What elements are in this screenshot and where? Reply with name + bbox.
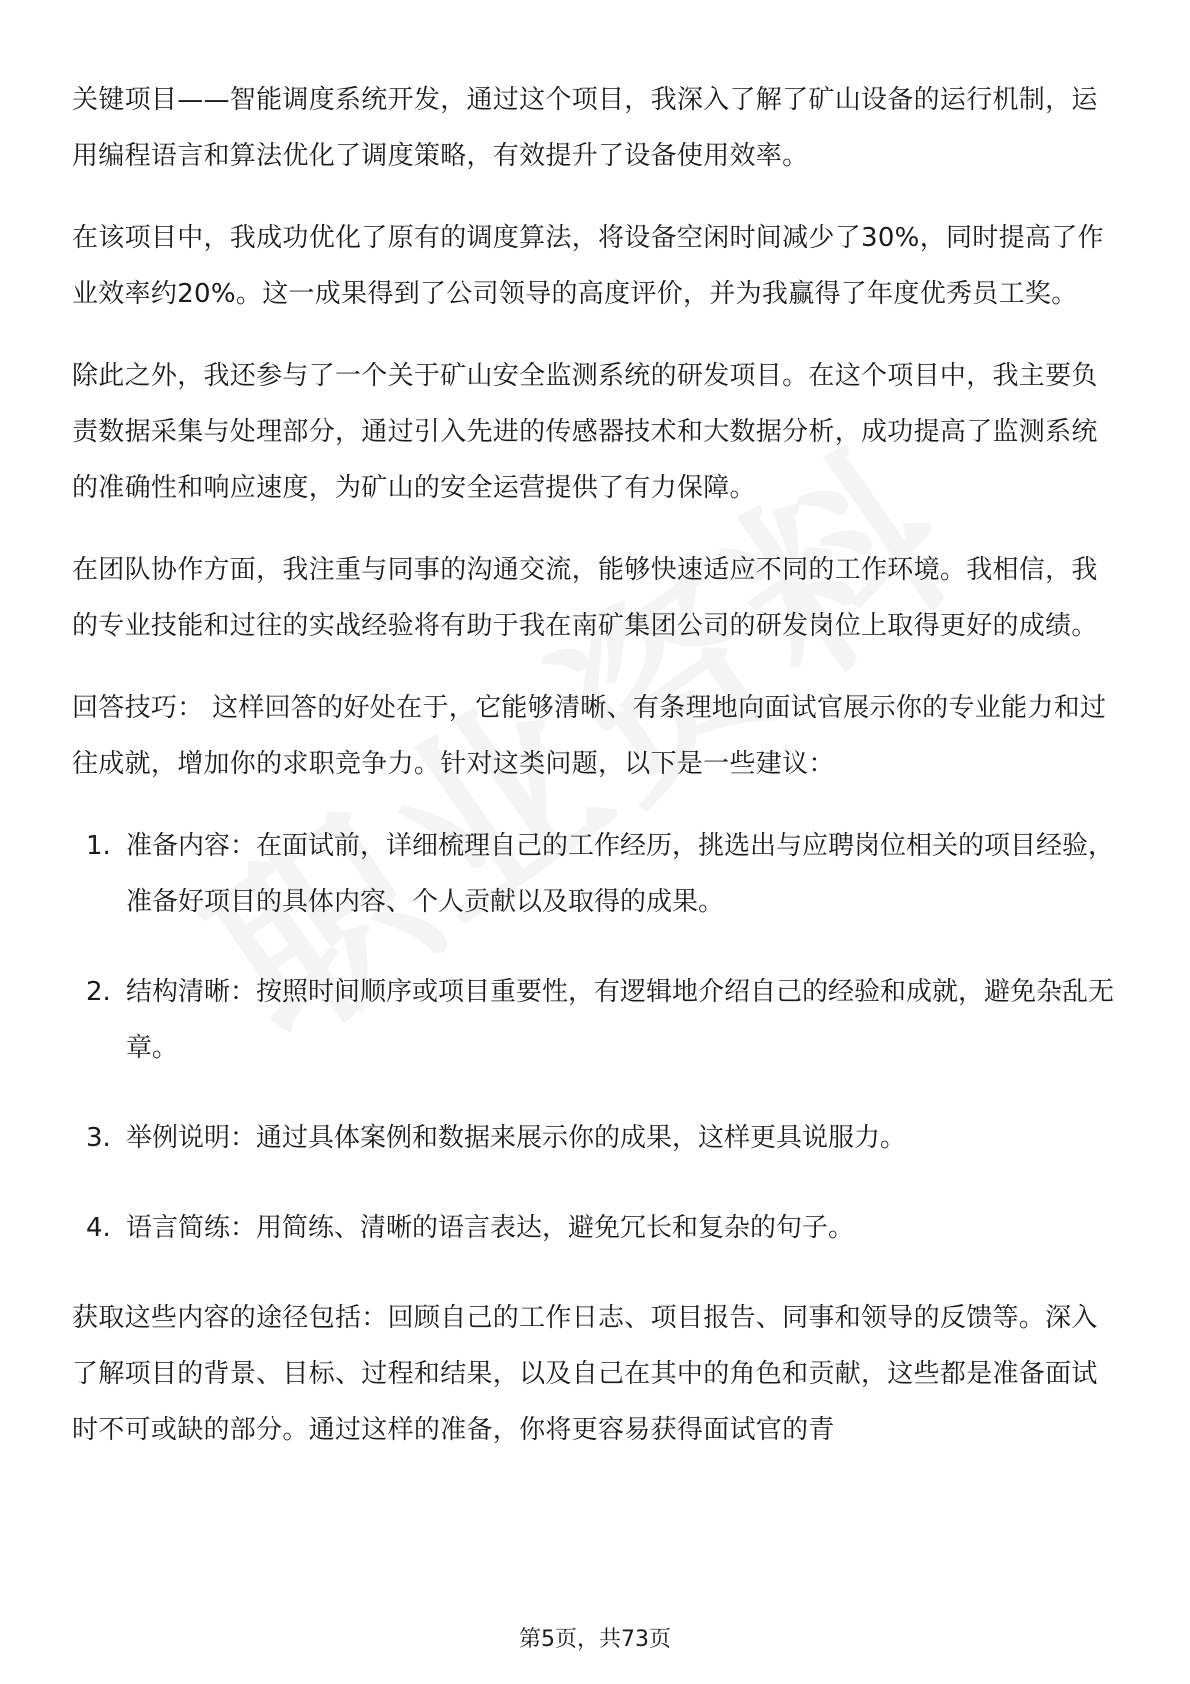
list-item-text: 语言简练：用简练、清晰的语言表达，避免冗长和复杂的句子。	[126, 1213, 855, 1243]
list-item-text: 举例说明：通过具体案例和数据来展示你的成果，这样更具说服力。	[126, 1123, 907, 1153]
list-item-number: 3.	[86, 1123, 111, 1153]
page-footer	[0, 1622, 1190, 1653]
list-item-text: 结构清晰：按照时间顺序或项目重要性，有逻辑地介绍自己的经验和成就，避免杂乱无章。	[126, 977, 1115, 1063]
paragraph-teamwork: 在团队协作方面，我注重与同事的沟通交流，能够快速适应不同的工作环境。我相信，我的专业技能和过往的实战经验将有助于我在南矿集团公司的研发岗位上取得更好的成绩。	[72, 555, 1098, 641]
tips-list	[72, 818, 1122, 1256]
paragraph-closing: 获取这些内容的途径包括：回顾自己的工作日志、项目报告、同事和领导的反馈等。深入了解项目的背景、目标、过程和结果，以及自己在其中的角色和贡献，这些都是准备面试时不可或缺的部分。通过这样的准备，你将更容易获得面试官的青	[72, 1303, 1098, 1445]
paragraph-safety-project: 除此之外，我还参与了一个关于矿山安全监测系统的研发项目。在这个项目中，我主要负责数据采集与处理部分，通过引入先进的传感器技术和大数据分析，成功提高了监测系统的准确性和响应速度，为矿山的安全运营提供了有力保障。	[72, 361, 1098, 503]
page-number-label: 第5页，共73页	[519, 1627, 671, 1652]
list-item	[72, 818, 1122, 930]
list-item-text: 准备内容：在面试前，详细梳理自己的工作经历，挑选出与应聘岗位相关的项目经验，准备好项目的具体内容、个人贡献以及取得的成果。	[126, 831, 1115, 917]
document-body	[72, 72, 1122, 1484]
paragraph-project-result: 在该项目中，我成功优化了原有的调度算法，将设备空闲时间减少了30%，同时提高了作业效率约20%。这一成果得到了公司领导的高度评价，并为我赢得了年度优秀员工奖。	[72, 223, 1104, 309]
list-item	[72, 964, 1122, 1076]
paragraph-answer-tips: 回答技巧： 这样回答的好处在于，它能够清晰、有条理地向面试官展示你的专业能力和过往成就，增加你的求职竞争力。针对这类问题，以下是一些建议：	[72, 693, 1107, 779]
list-item-number: 4.	[86, 1213, 111, 1243]
list-item-number: 1.	[86, 831, 111, 861]
list-item	[72, 1200, 1122, 1256]
list-item-number: 2.	[86, 977, 111, 1007]
list-item	[72, 1110, 1122, 1166]
paragraph-project-intro: 关键项目——智能调度系统开发，通过这个项目，我深入了解了矿山设备的运行机制，运用编程语言和算法优化了调度策略，有效提升了设备使用效率。	[72, 85, 1098, 171]
